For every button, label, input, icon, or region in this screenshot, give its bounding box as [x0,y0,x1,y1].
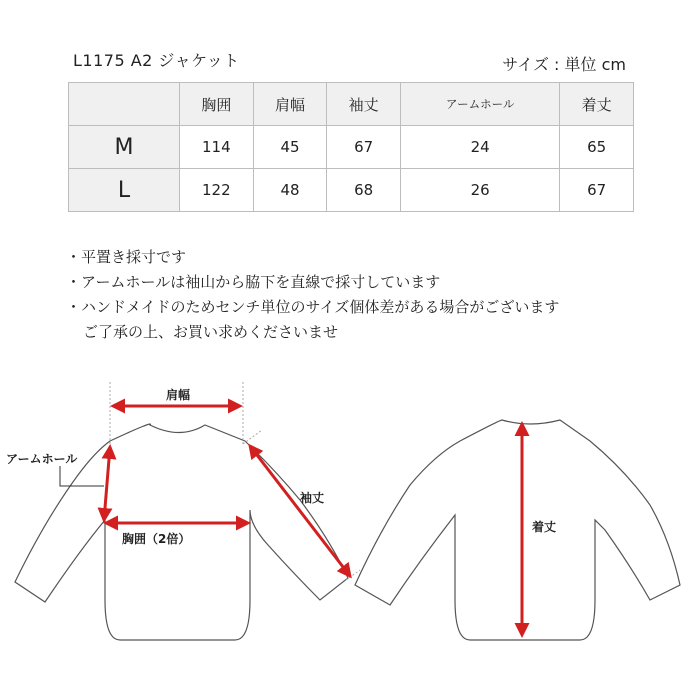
size-table [68,82,634,212]
armhole-arrow [104,447,110,520]
corner-cell [69,83,180,126]
note-line: ・アームホールは袖山から脇下を直線で採寸しています [66,273,441,291]
measurement-diagram [0,370,690,690]
col-header: 着丈 [560,83,634,126]
value-cell: 48 [253,169,327,212]
value-cell: 67 [327,126,401,169]
value-cell: 114 [180,126,254,169]
armhole-label: アームホール [6,452,78,466]
col-header: 袖丈 [327,83,401,126]
chest-label: 胸囲（2倍） [122,532,191,546]
length-label: 着丈 [532,520,557,534]
size-cell: M [69,126,180,169]
col-header: アームホール [400,83,559,126]
col-header: 肩幅 [253,83,327,126]
back-garment [355,420,680,640]
sleeve-arrow [250,446,350,576]
sleeve-label: 袖丈 [300,491,325,505]
value-cell: 65 [560,126,634,169]
value-cell: 122 [180,169,254,212]
notes [66,245,559,345]
table-header-row [69,83,634,126]
note-line: ・平置き採寸です [66,248,187,266]
value-cell: 45 [253,126,327,169]
value-cell: 26 [400,169,559,212]
note-line: ・ハンドメイドのためセンチ単位のサイズ個体差がある場合がございます [66,298,560,316]
note-line: ご了承の上、お買い求めくださいませ [83,323,339,341]
product-title: L1175 A2 ジャケット [73,51,240,70]
shoulder-label: 肩幅 [165,388,191,402]
value-cell: 24 [400,126,559,169]
size-cell: L [69,169,180,212]
value-cell: 67 [560,169,634,212]
table-row [69,169,634,212]
col-header: 胸囲 [180,83,254,126]
table-row [69,126,634,169]
value-cell: 68 [327,169,401,212]
unit-label: サイズ : 単位 cm [502,55,626,74]
